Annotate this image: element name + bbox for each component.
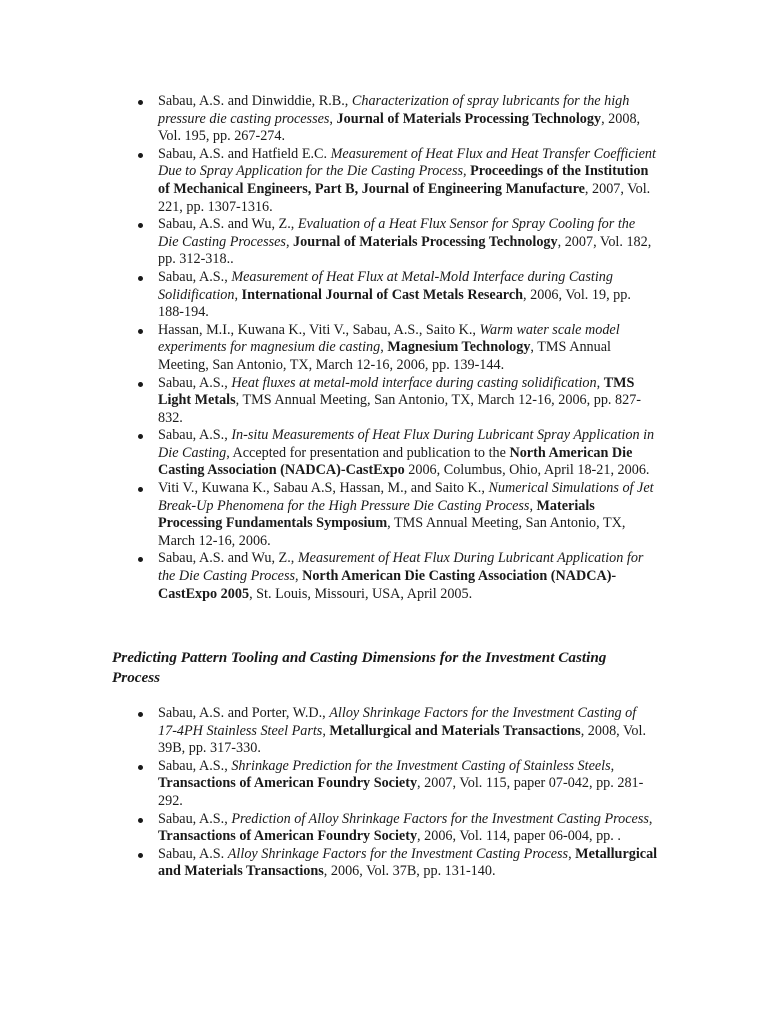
reference-segment: ,: [329, 110, 337, 127]
reference-segment: ,: [463, 163, 471, 180]
reference-venue: Metallurgical and Materials Transactions: [329, 722, 581, 739]
reference-segment: ,: [295, 568, 303, 585]
reference-title: Characterization of spray lubricants for the high pressure die casting processes: [158, 93, 630, 127]
reference-segment: , 2006, Vol. 19, pp. 188-194.: [158, 286, 631, 321]
reference-segment: Sabau, A.S. and Porter, W.D.,: [158, 705, 330, 721]
reference-segment: ,: [610, 757, 615, 774]
reference-segment: ,: [596, 374, 604, 391]
reference-title: In-situ Measurements of Heat Flux During Lubricant Spray Application in Die Casting: [158, 427, 655, 461]
reference-item: [0, 811, 768, 846]
reference-item: [0, 269, 768, 322]
reference-segment: , 2007, Vol. 115, paper 07-042, pp. 281-292.: [158, 775, 644, 809]
reference-segment: 2006, Columbus, Ohio, April 18-21, 2006.: [404, 462, 650, 479]
reference-segment: Sabau, A.S.,: [158, 268, 232, 285]
reference-title: Evaluation of a Heat Flux Sensor for Spray Cooling for the Die Casting Processes: [158, 216, 636, 250]
reference-item: [0, 146, 768, 216]
bullet-icon: [138, 329, 143, 334]
reference-segment: , 2008, Vol. 39B, pp. 317-330.: [158, 722, 647, 757]
bullet-icon: [138, 712, 143, 717]
reference-segment: , 2006, Vol. 37B, pp. 131-140.: [323, 863, 496, 880]
reference-segment: Sabau, A.S.,: [158, 757, 232, 774]
reference-item: [0, 216, 768, 269]
bullet-icon: [138, 100, 143, 105]
reference-segment: , 2007, Vol. 182, pp. 312-318..: [158, 233, 652, 268]
reference-item: [0, 322, 768, 375]
reference-text: [158, 375, 641, 426]
reference-venue: Journal of Materials Processing Technology: [293, 233, 558, 250]
reference-segment: Sabau, A.S.,: [158, 374, 232, 391]
reference-venue: Journal of Materials Processing Technology: [336, 110, 602, 127]
reference-venue: Proceedings of the Institution of Mechanical Engineers, Part B, Journal of Engineering Manufacture: [158, 163, 649, 197]
reference-segment: , 2007, Vol. 221, pp. 1307-1316.: [158, 180, 651, 215]
reference-segment: , 2008, Vol. 195, pp. 267-274.: [158, 110, 641, 145]
reference-title: Warm water scale model experiments for magnesium die casting: [158, 321, 620, 356]
reference-segment: , TMS Annual Meeting, San Antonio, TX, March 12-16, 2006, pp. 139-144.: [158, 339, 611, 373]
reference-title: Measurement of Heat Flux During Lubricant Application for the Die Casting Process: [158, 550, 644, 585]
bullet-icon: [138, 765, 143, 770]
reference-segment: , TMS Annual Meeting, San Antonio, TX, March 12-16, 2006.: [158, 515, 626, 549]
bullet-icon: [138, 223, 143, 228]
reference-segment: Hassan, M.I., Kuwana K., Viti V., Sabau, A.S., Saito K.,: [158, 321, 480, 338]
reference-text: [158, 322, 620, 373]
reference-venue: TMS Light Metals: [158, 374, 635, 409]
reference-segment: Sabau, A.S.,: [158, 810, 232, 827]
reference-segment: ,: [285, 233, 294, 250]
reference-segment: Sabau, A.S. and Hatfield E.C.: [158, 145, 331, 162]
reference-title: Heat fluxes at metal-mold interface during casting solidification: [231, 374, 597, 391]
reference-title: Numerical Simulations of Jet Break-Up Phenomena for the High Pressure Die Casting Process: [158, 480, 654, 514]
reference-title: Prediction of Alloy Shrinkage Factors for the Investment Casting Process: [231, 810, 649, 827]
reference-text: [158, 216, 651, 267]
reference-segment: Sabau, A.S.: [158, 845, 228, 862]
reference-text: [158, 93, 640, 144]
reference-venue: Transactions of American Foundry Society: [158, 828, 418, 845]
reference-segment: Sabau, A.S.,: [158, 427, 232, 444]
reference-item: [0, 93, 768, 146]
reference-segment: Viti V., Kuwana K., Sabau A.S, Hassan, M., and Saito K.,: [158, 480, 489, 497]
reference-text: [158, 811, 652, 845]
reference-segment: , Accepted for presentation and publication to the: [226, 444, 510, 461]
reference-item: [0, 705, 768, 758]
reference-venue: North American Die Casting Association (NADCA)-CastExpo: [158, 444, 633, 479]
reference-list-die-casting: [0, 93, 768, 603]
reference-segment: Sabau, A.S. and Wu, Z.,: [158, 216, 298, 233]
bullet-icon: [138, 557, 143, 562]
reference-text: [158, 846, 657, 880]
reference-segment: ,: [648, 810, 653, 827]
section-heading: Predicting Pattern Tooling and Casting Dimensions for the Investment Casting Process: [112, 649, 607, 686]
bullet-icon: [138, 382, 143, 387]
reference-text: [158, 269, 631, 320]
reference-title: Shrinkage Prediction for the Investment Casting of Stainless Steels: [231, 757, 611, 774]
reference-segment: Sabau, A.S. and Wu, Z.,: [158, 550, 298, 567]
reference-venue: North American Die Casting Association (NADCA)-CastExpo 2005: [158, 568, 617, 602]
reference-venue: Materials Processing Fundamentals Symposium: [158, 497, 595, 532]
bullet-icon: [138, 818, 143, 823]
reference-item: [0, 550, 768, 603]
reference-text: [158, 758, 643, 809]
bullet-icon: [138, 276, 143, 281]
reference-segment: , 2006, Vol. 114, paper 06-004, pp. .: [417, 828, 621, 845]
reference-segment: , St. Louis, Missouri, USA, April 2005.: [249, 585, 473, 602]
reference-segment: ,: [322, 722, 330, 739]
reference-venue: Metallurgical and Materials Transactions: [158, 845, 658, 880]
reference-title: Alloy Shrinkage Factors for the Investment Casting of 17-4PH Stainless Steel Parts: [158, 705, 637, 739]
reference-venue: International Journal of Cast Metals Research: [241, 286, 524, 303]
bullet-icon: [138, 487, 143, 492]
bullet-icon: [138, 153, 143, 158]
reference-title: Measurement of Heat Flux and Heat Transfer Coefficient Due to Spray Application for the Die Casting Process: [158, 145, 656, 180]
reference-item: [0, 846, 768, 881]
reference-venue: Transactions of American Foundry Society: [158, 775, 418, 792]
reference-list-investment-casting: [0, 705, 768, 881]
reference-segment: , TMS Annual Meeting, San Antonio, TX, March 12-16, 2006, pp. 827-832.: [158, 392, 642, 426]
reference-segment: ,: [234, 286, 242, 303]
bullet-icon: [138, 434, 143, 439]
reference-text: [158, 480, 654, 549]
reference-item: [0, 758, 768, 811]
reference-text: [158, 427, 654, 478]
reference-text: [158, 705, 646, 756]
reference-segment: ,: [529, 497, 537, 514]
reference-segment: ,: [380, 339, 388, 356]
bullet-icon: [138, 853, 143, 858]
reference-text: [158, 146, 656, 215]
reference-item: [0, 427, 768, 480]
reference-title: Measurement of Heat Flux at Metal-Mold Interface during Casting Solidification: [158, 268, 613, 303]
reference-segment: ,: [568, 845, 576, 862]
reference-segment: Sabau, A.S. and Dinwiddie, R.B.,: [158, 93, 352, 109]
reference-item: [0, 375, 768, 428]
reference-title: Alloy Shrinkage Factors for the Investment Casting Process: [227, 845, 569, 862]
reference-item: [0, 480, 768, 550]
reference-text: [158, 550, 643, 601]
reference-venue: Magnesium Technology: [387, 339, 531, 356]
